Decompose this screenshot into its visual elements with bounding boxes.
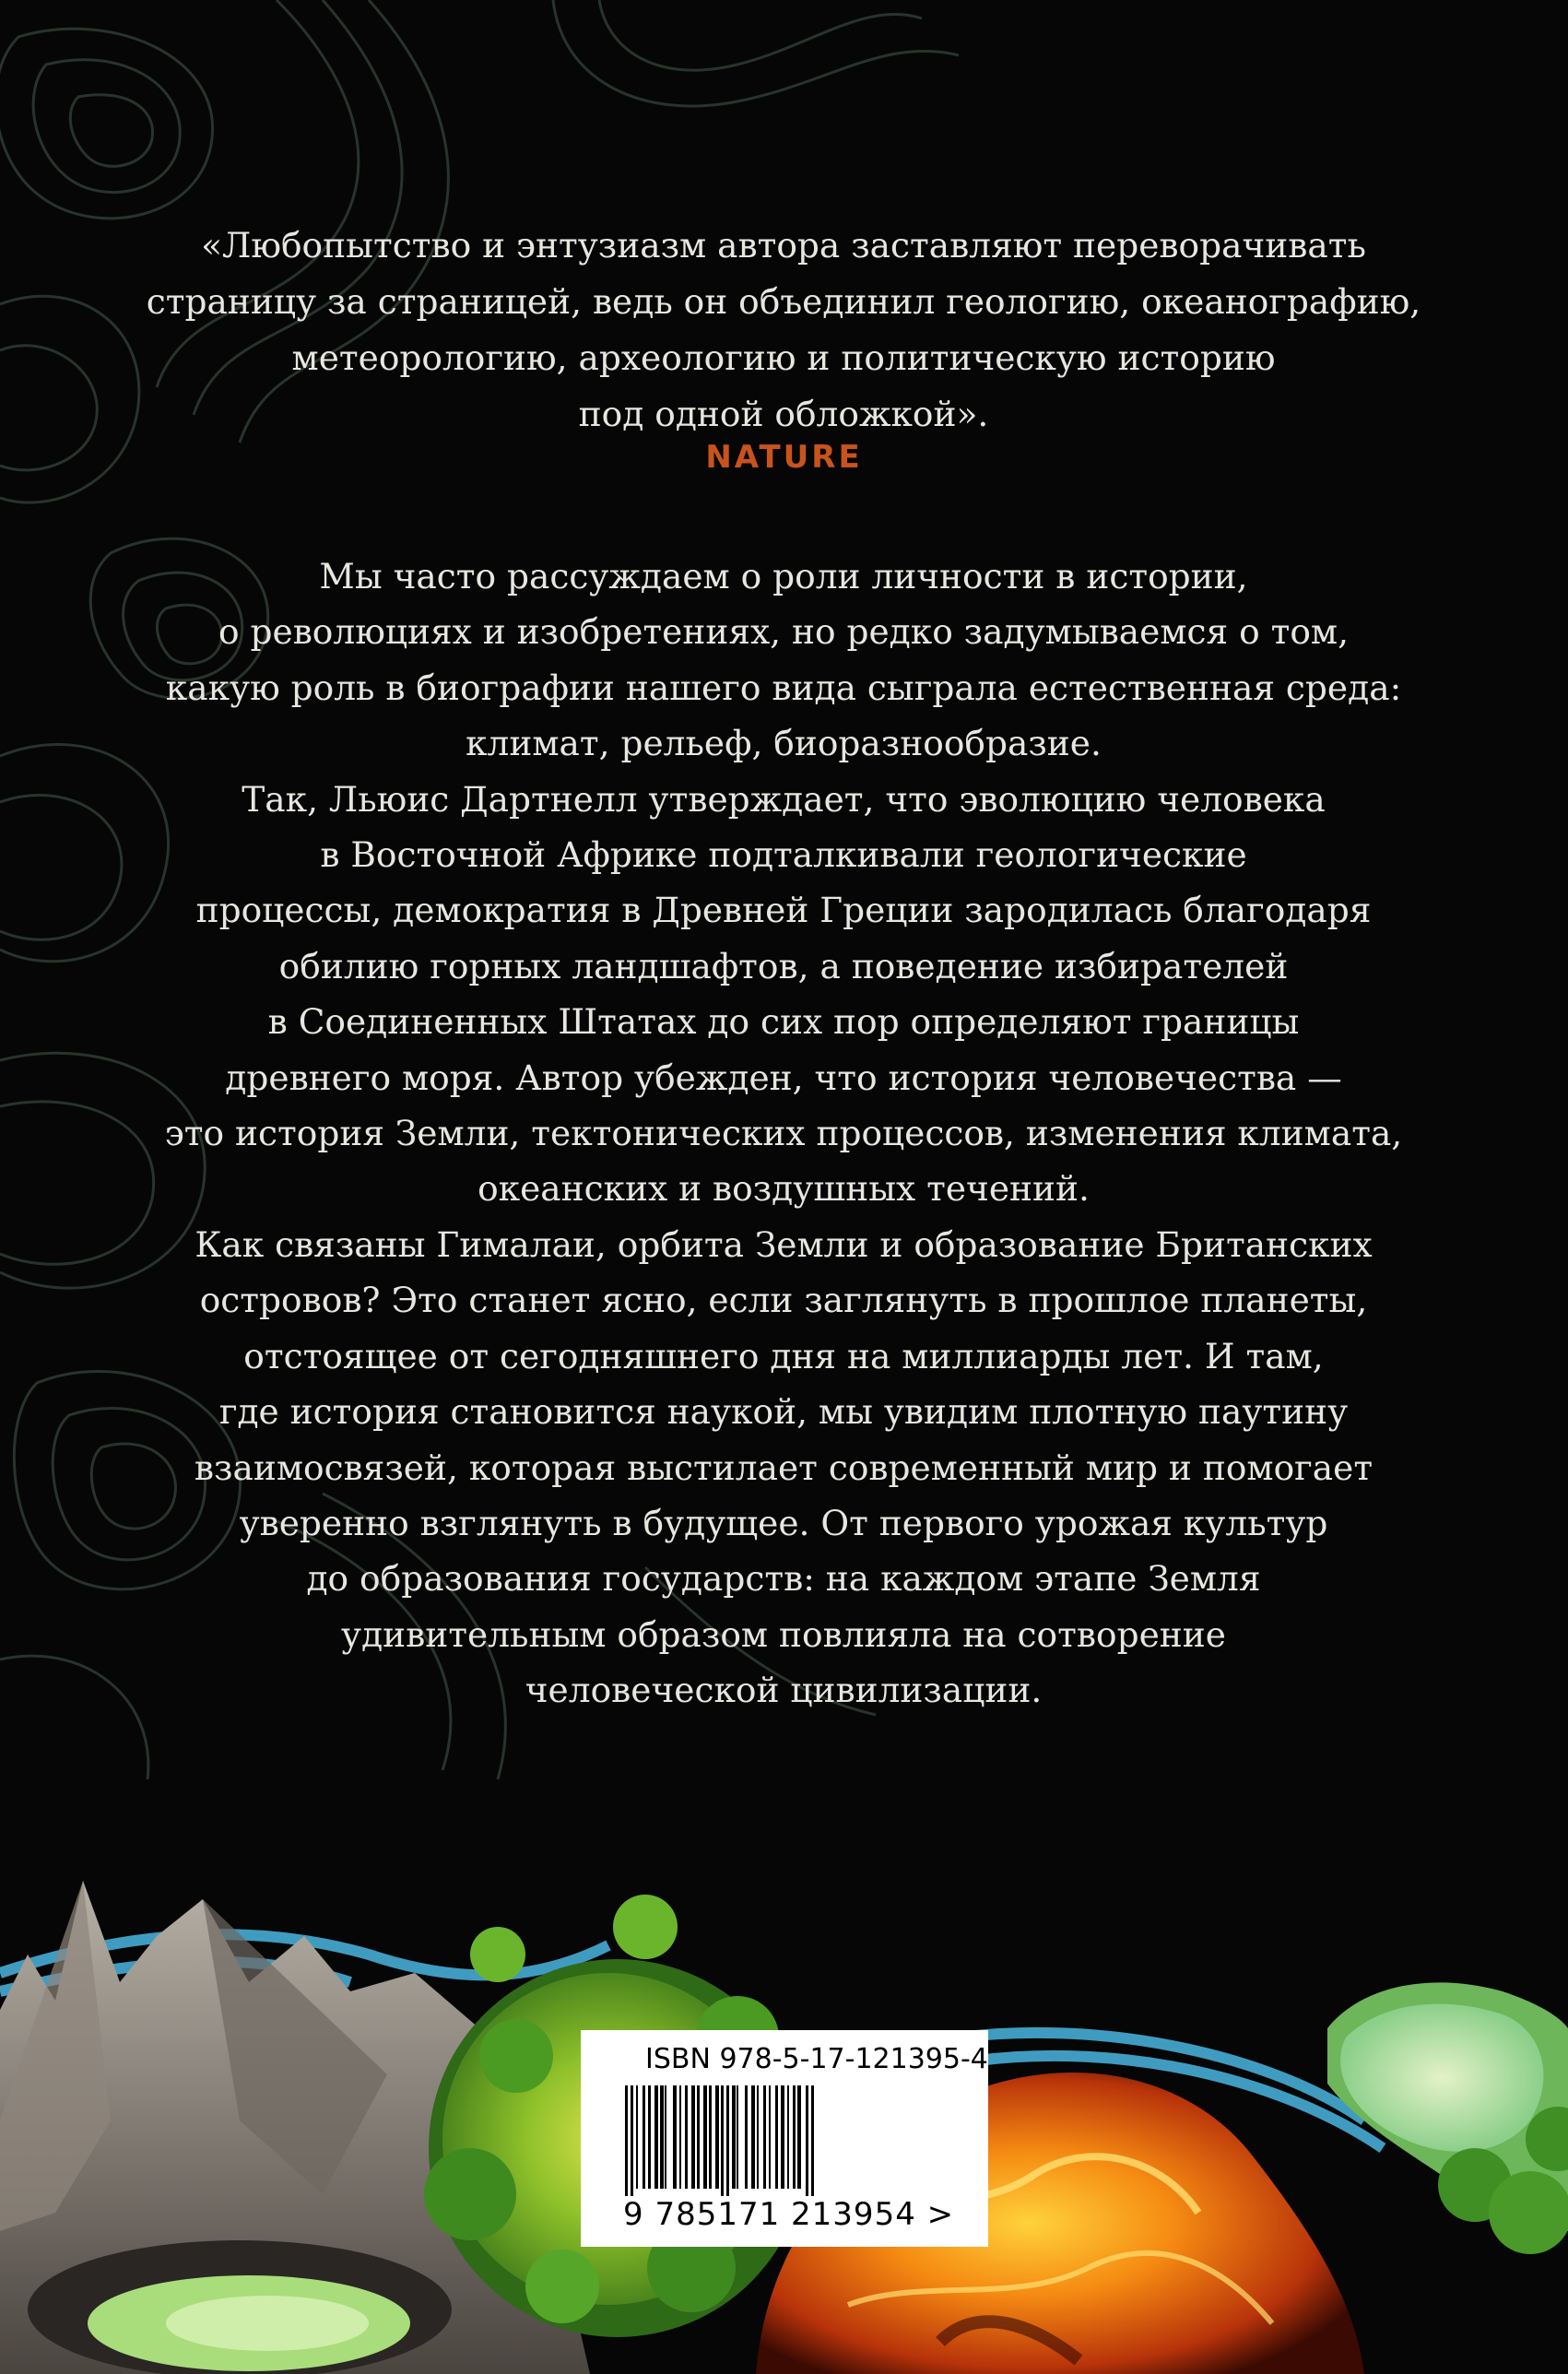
- barcode-bar: [709, 2085, 712, 2189]
- barcode-bar: [715, 2085, 719, 2189]
- description-line: какую роль в биографии нашего вида сыграла естественная среда:: [165, 667, 1402, 708]
- quote-line: метеорологию, археологию и политическую историю: [291, 337, 1276, 378]
- barcode-bar: [787, 2085, 789, 2189]
- barcode-bar: [732, 2085, 736, 2189]
- barcode-bar: [737, 2085, 738, 2189]
- barcode-bar: [679, 2085, 681, 2189]
- reviewer-quote: [111, 218, 1456, 443]
- barcode-bar: [751, 2085, 755, 2189]
- barcode-bar: [673, 2085, 677, 2189]
- description-line: это история Земли, тектонических процессов, изменения климата,: [164, 1113, 1403, 1154]
- quote-line: под одной обложкой».: [578, 394, 989, 434]
- description-line: древнего моря. Автор убежден, что история человечества —: [225, 1057, 1342, 1098]
- barcode-bar: [775, 2085, 778, 2189]
- isbn-number: ISBN 978-5-17-121395-4: [645, 2043, 988, 2075]
- barcode-bar: [769, 2085, 771, 2189]
- barcode-bar: [636, 2085, 638, 2189]
- description-line: обилию горных ландшафтов, а поведение избирателей: [278, 945, 1289, 986]
- description-line: о революциях и изобретениях, но редко задумываемся о том,: [218, 611, 1349, 653]
- description-line: Как связаны Гималаи, орбита Земли и образование Британских: [195, 1223, 1373, 1265]
- barcode-bar: [625, 2085, 628, 2205]
- barcode-bar: [660, 2085, 664, 2189]
- barcode-bar: [781, 2085, 784, 2189]
- barcode-bars: [619, 2085, 933, 2205]
- barcode-bar: [745, 2085, 748, 2189]
- barcode-bar: [797, 2085, 801, 2189]
- barcode-bar: [654, 2085, 658, 2189]
- description-line: Мы часто рассуждаем о роли личности в истории,: [319, 556, 1248, 596]
- description-line: островов? Это станет ясно, если заглянуть в прошлое планеты,: [199, 1280, 1368, 1321]
- barcode-bar: [806, 2085, 808, 2205]
- barcode-bar: [793, 2085, 796, 2189]
- barcode-label: [581, 2030, 988, 2247]
- description-line: уверенно взглянуть в будущее. От первого урожая культур: [239, 1502, 1328, 1543]
- description-line: удивительным образом повлияла на сотворение: [341, 1613, 1226, 1655]
- description-line: отстоящее от сегодняшнего дня на миллиарды лет. И там,: [243, 1335, 1324, 1376]
- barcode-bar: [648, 2085, 651, 2189]
- description-line: океанских и воздушных течений.: [477, 1168, 1090, 1210]
- description-line: Так, Льюис Дартнелл утверждает, что эволюцию человека: [242, 778, 1326, 820]
- barcode-bar: [811, 2085, 814, 2205]
- description-line: климат, рельеф, биоразнообразие.: [466, 723, 1102, 764]
- description-line: до образования государств: на каждом этапе Земля: [306, 1558, 1261, 1600]
- barcode-bar: [643, 2085, 645, 2189]
- barcode-bar: [631, 2085, 633, 2205]
- description-line: где история становится наукой, мы увидим плотную паутину: [218, 1391, 1349, 1433]
- barcode-bar: [697, 2085, 700, 2189]
- description-line: человеческой цивилизации.: [525, 1670, 1043, 1711]
- barcode-bar: [726, 2085, 729, 2205]
- ean-digits: 9 785171 213954 >: [623, 2196, 955, 2233]
- barcode-bar: [685, 2085, 688, 2189]
- barcode-bar: [665, 2085, 666, 2189]
- description-line: взаимосвязей, которая выстилает современный мир и помогает: [194, 1447, 1373, 1488]
- quote-line: страницу за страницей, ведь он объединил геологию, океанографию,: [146, 281, 1421, 322]
- book-description: [111, 549, 1456, 1718]
- barcode-bar: [763, 2085, 766, 2189]
- quote-source: NATURE: [705, 439, 863, 476]
- description-line: в Восточной Африке подталкивали геологические: [320, 834, 1247, 876]
- barcode-bar: [691, 2085, 695, 2189]
- description-line: процессы, демократия в Древней Греции зародилась благодаря: [195, 890, 1372, 931]
- quote-line: «Любопытство и энтузиазм автора заставляют переворачивать: [201, 225, 1366, 266]
- green-lake-island: [1327, 1982, 1568, 2254]
- description-line: в Соединенных Штатах до сих пор определяют границы: [267, 1001, 1300, 1043]
- barcode-bar: [703, 2085, 707, 2189]
- barcode-bar: [721, 2085, 724, 2205]
- barcode-bar: [757, 2085, 759, 2189]
